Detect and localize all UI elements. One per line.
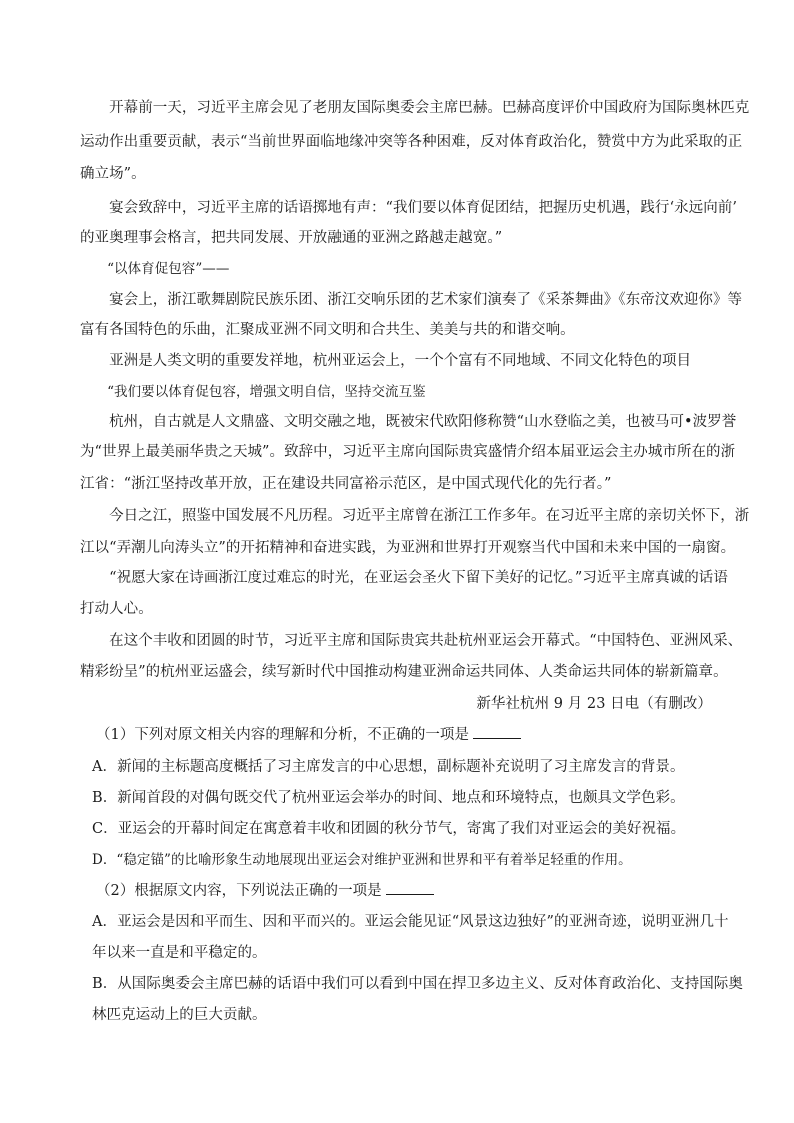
question-1-stem xyxy=(96,724,736,746)
article-line: 富有各国特色的乐曲，汇聚成亚洲不同文明和合共生、美美与共的和谐交响。 xyxy=(80,322,575,338)
question-1-option-a: A．新闻的主标题高度概括了习主席发言的中心思想，副标题补充说明了习主席发言的背景。 xyxy=(92,759,685,775)
question-2-option-a-cont: 年以来一直是和平稳定的。 xyxy=(92,945,267,961)
article-line: 为“世界上最美丽华贵之天城”。致辞中，习近平主席向国际贵宾盛情介绍本届亚运会主办城市所在的浙 xyxy=(80,444,736,460)
answer-blank xyxy=(386,880,434,895)
article-line: 江以“弄潮儿向涛头立”的开拓精神和奋进实践，为亚洲和世界打开观察当代中国和未来中国的一扇窗。 xyxy=(80,540,736,556)
question-2-option-b: B．从国际奥委会主席巴赫的话语中我们可以看到中国在捍卫多边主义、反对体育政治化、支持国际奥 xyxy=(92,976,743,992)
section-heading: “以体育促包容”—— xyxy=(80,261,230,277)
article-line: “祝愿大家在诗画浙江度过难忘的时光，在亚运会圣火下留下美好的记忆。”习近平主席真诚的话语 xyxy=(80,570,728,586)
question-2-stem xyxy=(96,880,736,902)
article-line: 精彩纷呈”的杭州亚运盛会，续写新时代中国推动构建亚洲命运共同体、人类命运共同体的崭新篇章。 xyxy=(80,664,728,680)
article-line: 宴会上，浙江歌舞剧院民族乐团、浙江交响乐团的艺术家们演奏了《采茶舞曲》《东帝汶欢迎你》等 xyxy=(80,292,743,308)
article-line: 运动作出重要贡献，表示“当前世界面临地缘冲突等各种困难，反对体育政治化，赞赏中方为此采取的正 xyxy=(80,134,743,150)
article-source: 新华社杭州 9 月 23 日电（有删改） xyxy=(476,696,712,712)
question-2-stem-text: （2）根据原文内容，下列说法正确的一项是 xyxy=(96,883,382,899)
article-line: 今日之江，照鉴中国发展不凡历程。习近平主席曾在浙江工作多年。在习近平主席的亲切关怀下，浙 xyxy=(80,508,750,524)
article-line: 确立场”。 xyxy=(80,166,146,182)
question-1-option-c: C．亚运会的开幕时间定在寓意着丰收和团圆的秋分节气，寄寓了我们对亚运会的美好祝福。 xyxy=(92,821,686,837)
article-line: 杭州，自古就是人文鼎盛、文明交融之地，既被宋代欧阳修称赞“山水登临之美，也被马可•波罗誉 xyxy=(80,414,737,430)
article-line: 宴会致辞中，习近平主席的话语掷地有声：“我们要以体育促团结，把握历史机遇，践行‘永远向前’ xyxy=(80,200,737,216)
article-line: 打动人心。 xyxy=(80,601,153,617)
section-heading: “我们要以体育促包容，增强文明自信，坚持交流互鉴 xyxy=(80,384,426,400)
question-1-stem-text: （1）下列对原文相关内容的理解和分析，不正确的一项是 xyxy=(96,727,470,743)
article-line: 的亚奥理事会格言，把共同发展、开放融通的亚洲之路越走越宽。” xyxy=(80,230,503,246)
article-line: 在这个丰收和团圆的时节，习近平主席和国际贵宾共赴杭州亚运会开幕式。“中国特色、亚洲风采、 xyxy=(80,633,743,649)
article-line: 开幕前一天，习近平主席会见了老朋友国际奥委会主席巴赫。巴赫高度评价中国政府为国际奥林匹克 xyxy=(80,100,750,116)
article-line: 江省：“浙江坚持改革开放，正在建设共同富裕示范区，是中国式现代化的先行者。” xyxy=(80,476,612,492)
article-line: 亚洲是人类文明的重要发祥地，杭州亚运会上，一个个富有不同地域、不同文化特色的项目 xyxy=(80,353,692,369)
question-1-option-b: B．新闻首段的对偶句既交代了杭州亚运会举办的时间、地点和环境特点，也颇具文学色彩。 xyxy=(92,790,685,806)
question-2-option-a: A．亚运会是因和平而生、因和平而兴的。亚运会能见证“风景这边独好”的亚洲奇迹，说明亚洲几十 xyxy=(92,914,729,930)
question-1-option-d: D．“稳定锚”的比喻形象生动地展现出亚运会对维护亚洲和世界和平有着举足轻重的作用。 xyxy=(92,852,632,868)
question-2-option-b-cont: 林匹克运动上的巨大贡献。 xyxy=(92,1007,267,1023)
answer-blank xyxy=(473,724,521,739)
